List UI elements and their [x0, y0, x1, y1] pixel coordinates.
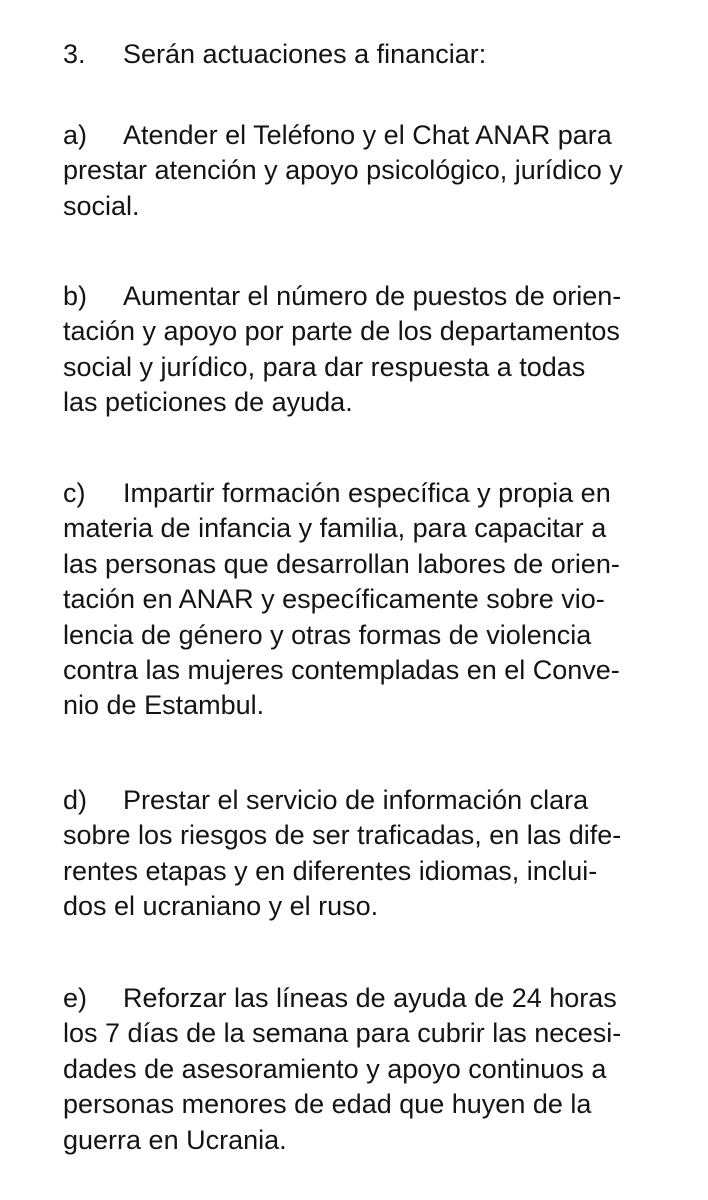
item-line: e) Reforzar las líneas de ayuda de 24 horas: [63, 981, 703, 1016]
item-line: dades de asesoramiento y apoyo continuos a: [63, 1053, 607, 1084]
list-item-a: [63, 118, 703, 224]
item-line: sobre los riesgos de ser traficadas, en las dife-: [63, 820, 622, 851]
section-number: 3.: [63, 39, 86, 69]
list-item-c: [63, 476, 703, 724]
item-line: contra las mujeres contempladas en el Conve-: [63, 655, 620, 686]
item-marker: d): [63, 785, 88, 815]
item-line: c) Impartir formación específica y propia en: [63, 476, 703, 511]
list-item-d: [63, 783, 703, 925]
item-line: prestar atención y apoyo psicológico, jurídico y: [63, 155, 623, 186]
item-line: dos el ucraniano y el ruso.: [63, 891, 379, 922]
item-marker: b): [63, 281, 88, 311]
item-line: personas menores de edad que huyen de la: [63, 1089, 592, 1120]
item-line: las peticiones de ayuda.: [63, 387, 353, 418]
section-heading: [63, 36, 486, 72]
item-line: social.: [63, 190, 140, 221]
item-marker: e): [63, 983, 88, 1013]
item-line: social y jurídico, para dar respuesta a todas: [63, 351, 586, 382]
list-item-b: [63, 279, 703, 421]
item-line: nio de Estambul.: [63, 690, 265, 721]
section-title: Serán actuaciones a financiar:: [123, 39, 487, 69]
item-line: guerra en Ucrania.: [63, 1124, 287, 1155]
item-line: tación y apoyo por parte de los departamentos: [63, 316, 620, 347]
list-item-e: [63, 981, 703, 1158]
item-line: tación en ANAR y específicamente sobre vio-: [63, 584, 605, 615]
item-line: d) Prestar el servicio de información clara: [63, 783, 703, 818]
item-line: las personas que desarrollan labores de orien-: [63, 548, 620, 579]
item-marker: c): [63, 478, 86, 508]
item-line: rentes etapas y en diferentes idiomas, inclui-: [63, 855, 598, 886]
item-line: a) Atender el Teléfono y el Chat ANAR para: [63, 118, 703, 153]
item-line: lencia de género y otras formas de violencia: [63, 619, 592, 650]
item-marker: a): [63, 120, 88, 150]
item-line: los 7 días de la semana para cubrir las necesi-: [63, 1018, 622, 1049]
item-line: materia de infancia y familia, para capacitar a: [63, 513, 607, 544]
item-line: b) Aumentar el número de puestos de orien-: [63, 279, 703, 314]
